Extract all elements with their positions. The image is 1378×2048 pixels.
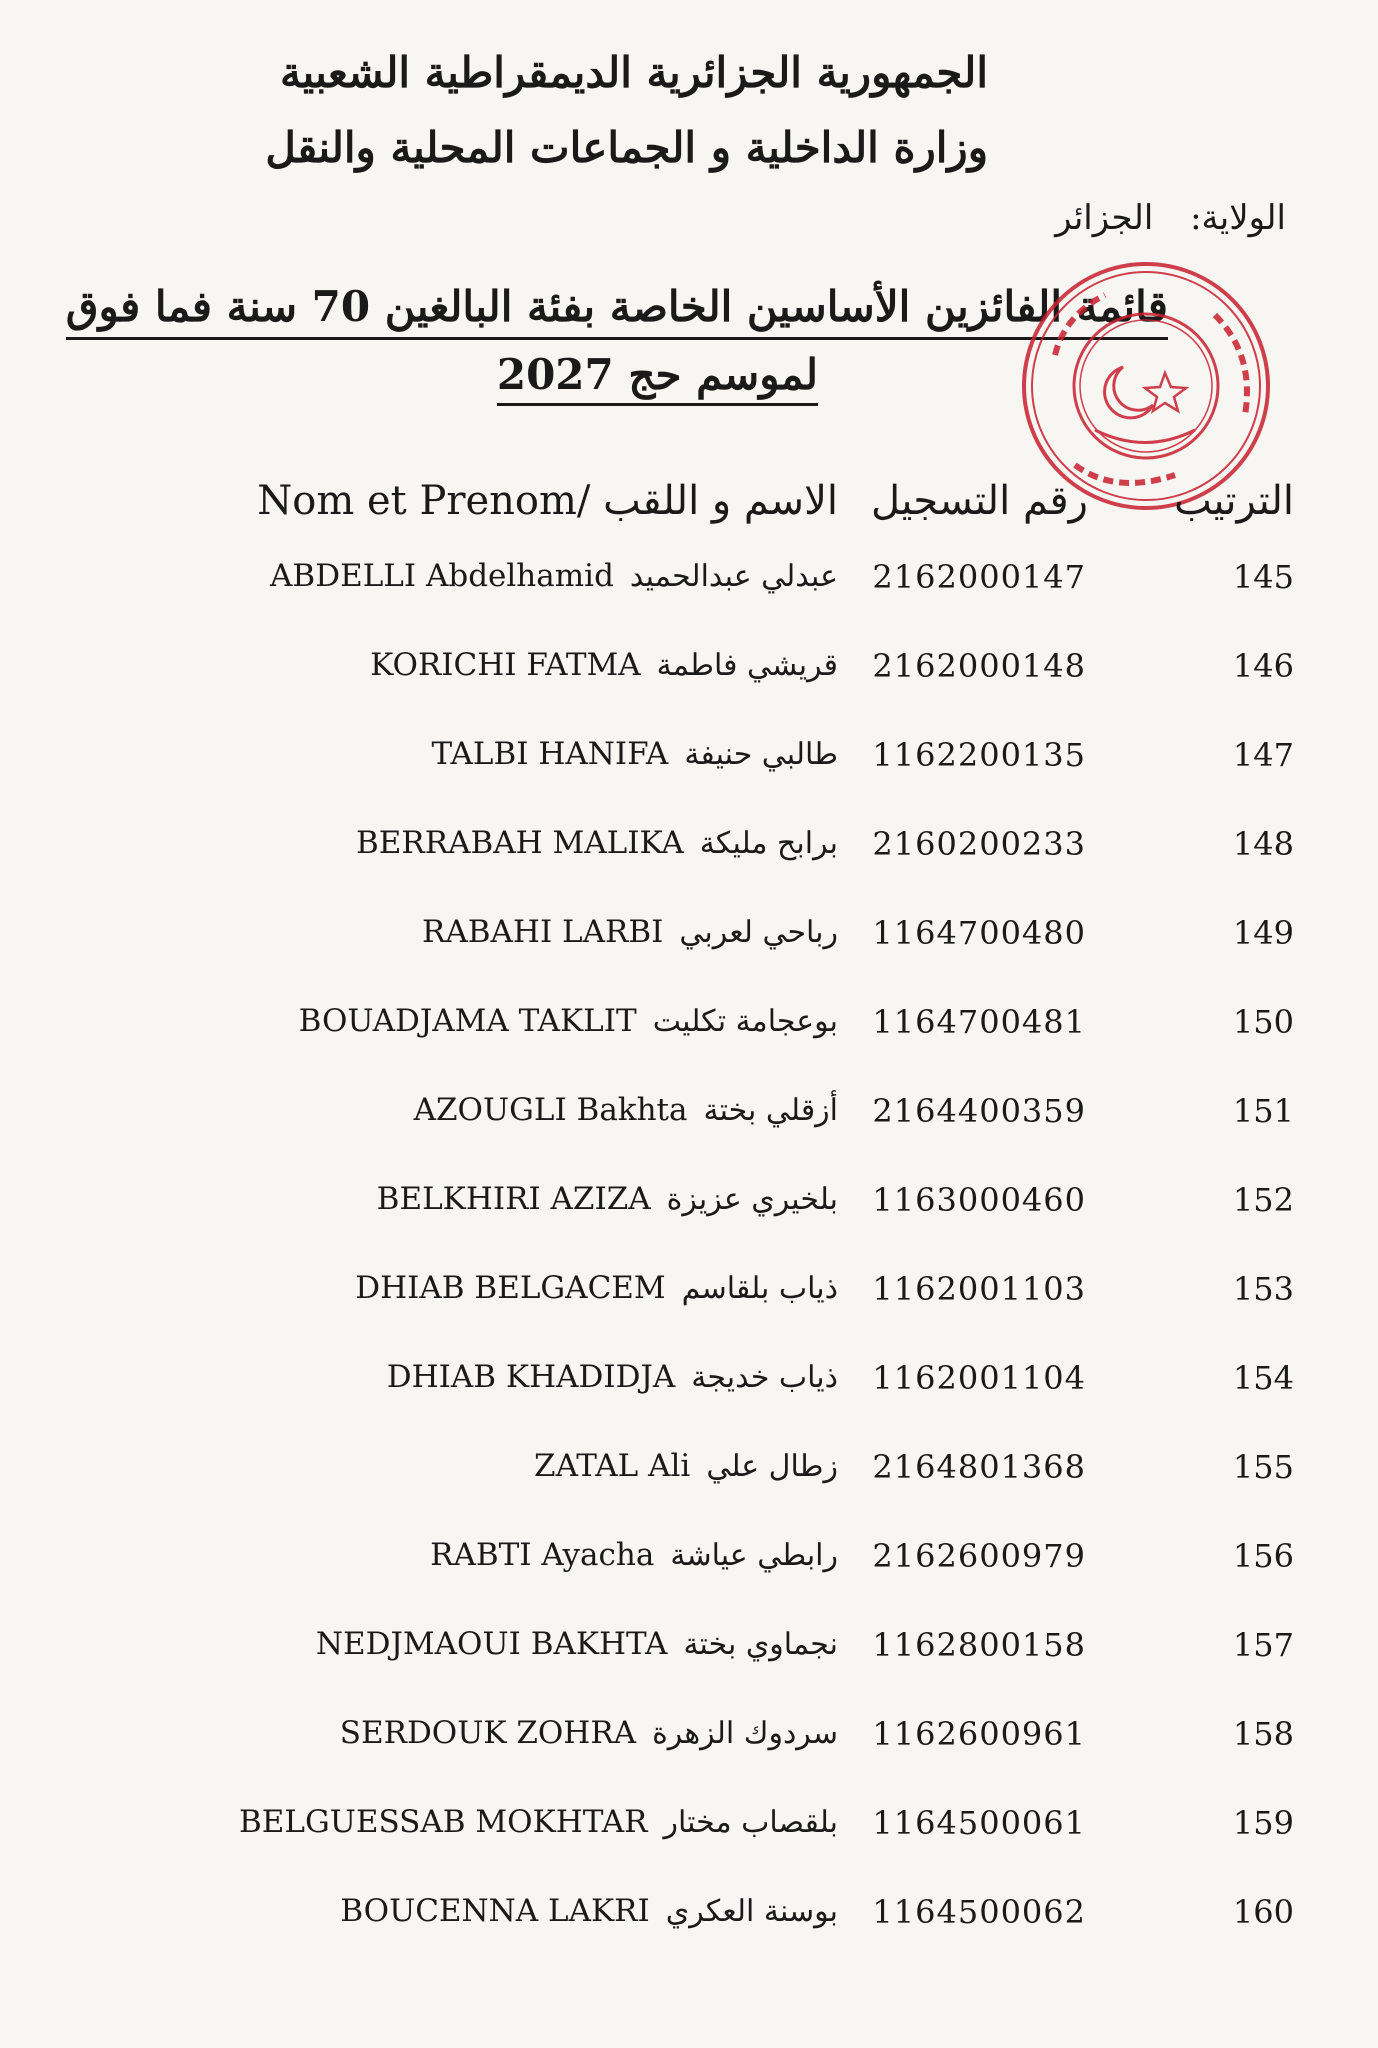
registration-number-cell: 2162000147 <box>872 558 1086 596</box>
name-cell <box>270 558 838 594</box>
arabic-name: ذياب بلقاسم <box>681 1271 838 1306</box>
rank-cell: 155 <box>1232 1448 1294 1486</box>
table-row <box>0 1003 1378 1063</box>
arabic-name: قريشي فاطمة <box>656 648 838 683</box>
table-row <box>0 1270 1378 1330</box>
wilaya-value: الجزائر <box>1055 198 1154 238</box>
registration-number-cell: 1164500062 <box>872 1893 1086 1931</box>
latin-name: BELGUESSAB MOKHTAR <box>238 1804 648 1840</box>
rank-cell: 145 <box>1232 558 1294 596</box>
table-row <box>0 1537 1378 1597</box>
registration-number-cell: 2162600979 <box>872 1537 1086 1575</box>
table-row <box>0 1715 1378 1775</box>
name-cell <box>534 1448 838 1484</box>
arabic-name: ذياب خديجة <box>691 1360 838 1395</box>
registration-number-cell: 1164500061 <box>872 1804 1086 1842</box>
name-cell <box>340 1893 838 1929</box>
latin-name: KORICHI FATMA <box>370 647 641 683</box>
registration-number-cell: 2164400359 <box>872 1092 1086 1130</box>
latin-name: ZATAL Ali <box>534 1448 691 1484</box>
arabic-name: بلقصاب مختار <box>663 1805 838 1840</box>
table-row <box>0 1804 1378 1864</box>
name-cell <box>370 647 838 683</box>
registration-number-cell: 1164700481 <box>872 1003 1086 1041</box>
table-row <box>0 1626 1378 1686</box>
rank-cell: 158 <box>1232 1715 1294 1753</box>
rank-cell: 153 <box>1232 1270 1294 1308</box>
latin-name: BELKHIRI AZIZA <box>376 1181 651 1217</box>
arabic-name: برابح مليكة <box>699 826 838 861</box>
rank-cell: 148 <box>1232 825 1294 863</box>
latin-name: ABDELLI Abdelhamid <box>270 558 614 594</box>
table-row <box>0 647 1378 707</box>
ministry-heading: وزارة الداخلية و الجماعات المحلية والنقل <box>265 123 988 172</box>
name-cell <box>356 825 838 861</box>
name-cell <box>316 1626 838 1662</box>
name-cell <box>422 914 838 950</box>
rank-cell: 160 <box>1232 1893 1294 1931</box>
registration-number-cell: 1163000460 <box>872 1181 1086 1219</box>
arabic-name: أزقلي بختة <box>703 1093 838 1128</box>
arabic-name: رابطي عياشة <box>670 1538 838 1573</box>
registration-number-cell: 2160200233 <box>872 825 1086 863</box>
column-header-name: Nom et Prenom/ الاسم و اللقب <box>257 478 838 524</box>
list-subtitle: لموسم حج 2027 <box>497 350 818 406</box>
latin-name: BOUADJAMA TAKLIT <box>298 1003 637 1039</box>
arabic-name: عبدلي عبدالحميد <box>629 559 838 594</box>
table-row <box>0 1181 1378 1241</box>
rank-cell: 146 <box>1232 647 1294 685</box>
name-cell <box>299 1003 838 1039</box>
column-header-registration: رقم التسجيل <box>870 478 1088 524</box>
registration-number-cell: 2164801368 <box>872 1448 1086 1486</box>
latin-name: SERDOUK ZOHRA <box>339 1715 637 1751</box>
latin-name: RABTI Ayacha <box>430 1537 655 1573</box>
latin-name: NEDJMAOUI BAKHTA <box>315 1626 668 1662</box>
table-row <box>0 736 1378 796</box>
arabic-name: بوسنة العكري <box>665 1894 838 1929</box>
name-cell <box>355 1270 838 1306</box>
registration-number-cell: 1162001104 <box>872 1359 1086 1397</box>
latin-name: BERRABAH MALIKA <box>356 825 684 861</box>
rank-cell: 154 <box>1232 1359 1294 1397</box>
rank-cell: 150 <box>1232 1003 1294 1041</box>
arabic-name: سردوك الزهرة <box>652 1716 838 1751</box>
rank-cell: 149 <box>1232 914 1294 952</box>
registration-number-cell: 1162200135 <box>872 736 1086 774</box>
rank-cell: 151 <box>1232 1092 1294 1130</box>
rank-cell: 152 <box>1232 1181 1294 1219</box>
republic-heading: الجمهورية الجزائرية الديمقراطية الشعبية <box>279 48 988 97</box>
table-row <box>0 1448 1378 1508</box>
table-row <box>0 825 1378 885</box>
table-row <box>0 1359 1378 1419</box>
arabic-name: طالبي حنيفة <box>684 737 838 772</box>
table-row <box>0 1092 1378 1152</box>
latin-name: AZOUGLI Bakhta <box>413 1092 688 1128</box>
registration-number-cell: 1162001103 <box>872 1270 1086 1308</box>
wilaya-line <box>1055 198 1286 238</box>
list-title: قائمة الفائزين الأساسين الخاصة بفئة البالغين 70 سنة فما فوق <box>66 282 1168 340</box>
column-header-rank: الترتيب <box>1174 478 1294 524</box>
table-row <box>0 558 1378 618</box>
rank-cell: 156 <box>1232 1537 1294 1575</box>
name-cell <box>430 1537 838 1573</box>
arabic-name: زطال علي <box>706 1449 838 1484</box>
latin-name: DHIAB KHADIDJA <box>386 1359 676 1395</box>
registration-number-cell: 1164700480 <box>872 914 1086 952</box>
rank-cell: 159 <box>1232 1804 1294 1842</box>
name-cell <box>387 1359 838 1395</box>
latin-name: BOUCENNA LAKRI <box>340 1893 650 1929</box>
latin-name: DHIAB BELGACEM <box>355 1270 666 1306</box>
registration-number-cell: 2162000148 <box>872 647 1086 685</box>
latin-name: TALBI HANIFA <box>431 736 669 772</box>
wilaya-label: الولاية: <box>1190 198 1286 238</box>
name-cell <box>431 736 838 772</box>
table-row <box>0 914 1378 974</box>
latin-name: RABAHI LARBI <box>422 914 664 950</box>
arabic-name: بوعجامة تكليت <box>652 1004 838 1039</box>
name-cell <box>377 1181 838 1217</box>
arabic-name: نجماوي بختة <box>683 1627 838 1662</box>
registration-number-cell: 1162600961 <box>872 1715 1086 1753</box>
registration-number-cell: 1162800158 <box>872 1626 1086 1664</box>
name-cell <box>239 1804 838 1840</box>
rank-cell: 147 <box>1232 736 1294 774</box>
arabic-name: رباحي لعربي <box>679 915 838 950</box>
name-cell <box>340 1715 838 1751</box>
rank-cell: 157 <box>1232 1626 1294 1664</box>
name-cell <box>414 1092 838 1128</box>
arabic-name: بلخيري عزيزة <box>666 1182 838 1217</box>
table-row <box>0 1893 1378 1953</box>
